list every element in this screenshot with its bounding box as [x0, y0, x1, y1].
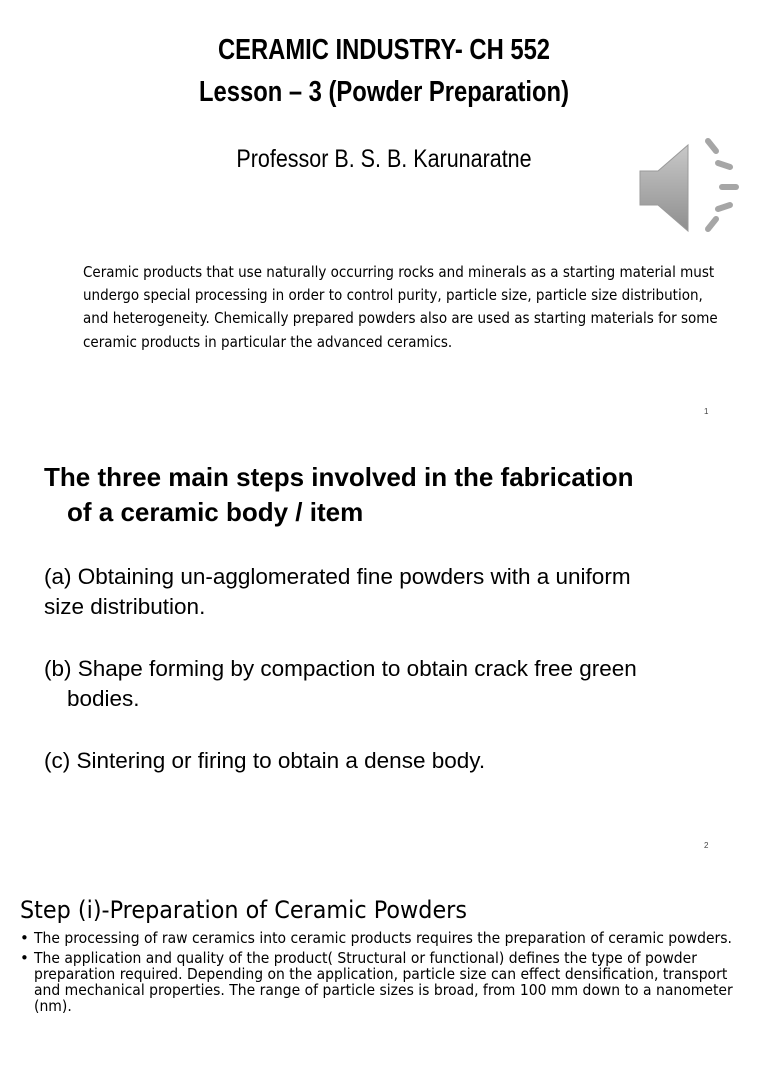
step-a: [44, 562, 744, 622]
step-a-line-2: size distribution.: [44, 594, 206, 619]
bullet-icon: •: [20, 929, 29, 947]
slide-title-line-1: The three main steps involved in the fabrication: [44, 462, 634, 492]
slide-1: [0, 0, 768, 430]
list-item: [20, 930, 750, 946]
list-item: [20, 950, 750, 1014]
step-c: (c) Sintering or firing to obtain a dense body.: [44, 748, 486, 773]
bullet-list: [20, 930, 750, 1018]
speaker-icon[interactable]: [632, 133, 748, 243]
bullet-text: The processing of raw ceramics into ceramic products requires the preparation of ceramic powders.: [34, 929, 732, 947]
bullet-icon: •: [20, 949, 29, 967]
intro-paragraph: Ceramic products that use naturally occurring rocks and minerals as a starting material must undergo special processing in order to control purity, particle size, particle size distribution, and heterogeneity. Chemically prepared powders also are used as starting materials for some ceramic products in particular the advanced ceramics.: [83, 263, 718, 351]
professor-name: Professor B. S. B. Karunaratne: [236, 145, 532, 173]
slide-title-line-2: Lesson – 3 (Powder Preparation): [198, 76, 569, 108]
step-b: [44, 654, 744, 714]
slide-title-line-2: of a ceramic body / item: [67, 497, 364, 527]
slide-title: Step (i)-Preparation of Ceramic Powders: [20, 896, 467, 924]
step-b-line-2: bodies.: [67, 686, 140, 711]
bullet-text: The application and quality of the product( Structural or functional) defines the type of powder preparation required. Depending on the application, particle size can effect densification, transport and mechanical properties. The range of particle sizes is broad, from 100 mm down to a nanometer (nm).: [34, 949, 733, 1015]
slide-title-line-1: CERAMIC INDUSTRY- CH 552: [217, 34, 551, 66]
slide-3: [0, 866, 768, 1066]
slide-2: [0, 438, 768, 858]
step-b-line-1: (b) Shape forming by compaction to obtain crack free green: [44, 656, 637, 681]
page-number: 2: [704, 841, 709, 850]
page-number: 1: [704, 407, 709, 416]
step-a-line-1: (a) Obtaining un-agglomerated fine powders with a uniform: [44, 564, 631, 589]
slide-title: [44, 460, 744, 530]
